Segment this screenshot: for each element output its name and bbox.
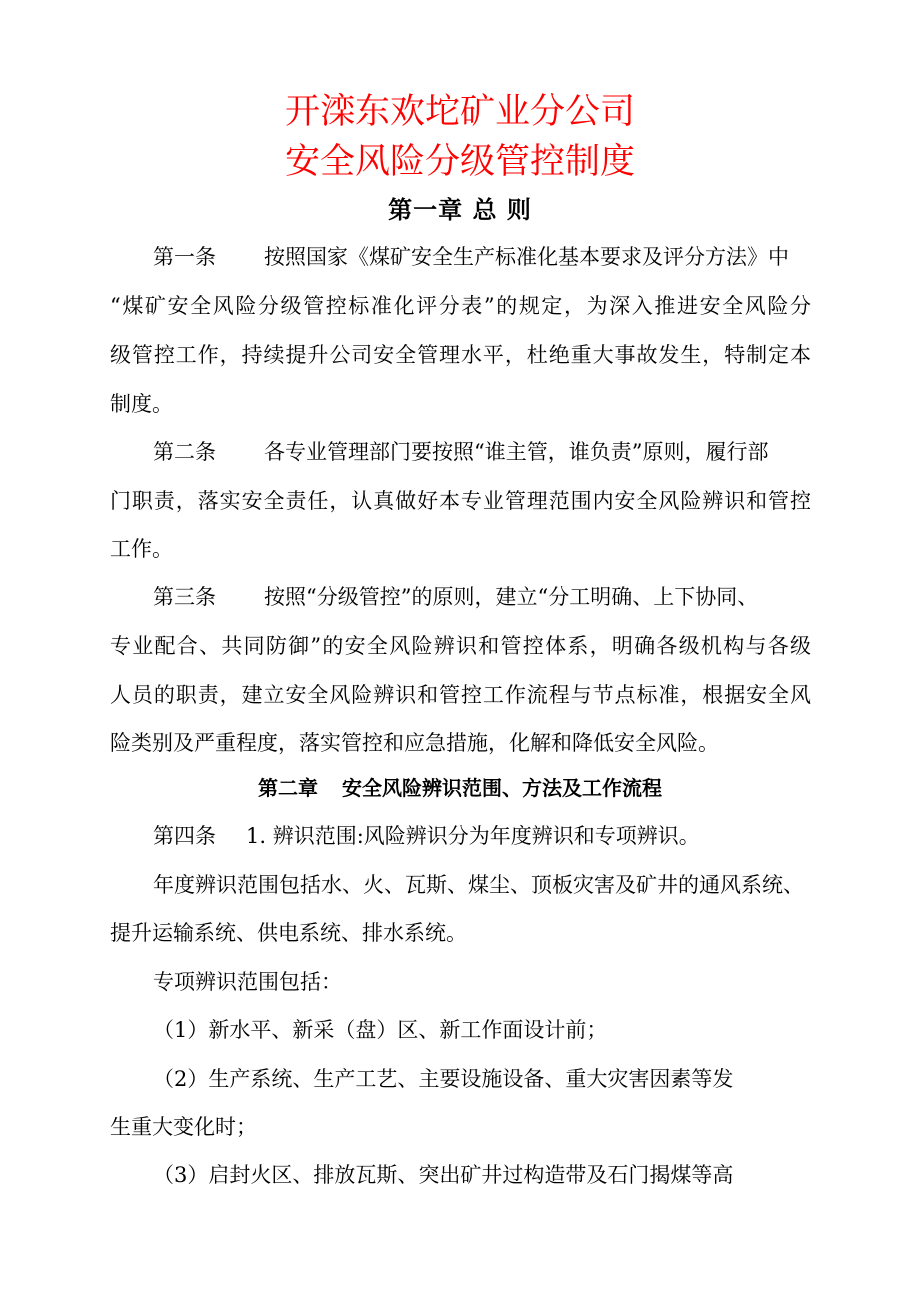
article-1-label: 第一条 <box>153 245 216 269</box>
article-3-line-4: 险类别及严重程度，落实管控和应急措施，化解和降低安全风险。 <box>110 731 719 755</box>
chapter-2-title: 安全风险辨识范围、方法及工作流程 <box>342 776 662 800</box>
special-scope-item-2-line-1: （2）生产系统、生产工艺、主要设施设备、重大灾害因素等发 <box>153 1067 734 1091</box>
article-2-line-2: 门职责，落实安全责任，认真做好本专业管理范围内安全风险辨识和管控 <box>110 489 811 513</box>
article-2-line-1 <box>153 438 768 466</box>
special-scope-item-2-line-2: 生重大变化时； <box>110 1115 257 1139</box>
article-4-label: 第四条 <box>153 824 216 848</box>
article-2-label: 第二条 <box>153 440 216 464</box>
article-1-text-1: 按照国家《煤矿安全生产标准化基本要求及评分方法》中 <box>264 245 789 269</box>
article-4-line-1 <box>153 822 700 850</box>
chapter-2-label: 第二章 <box>258 776 318 800</box>
article-1-line-2: “煤矿安全风险分级管控标准化评分表”的规定，为深入推进安全风险分 <box>110 294 811 318</box>
article-2-line-3: 工作。 <box>110 537 173 561</box>
chapter-1-heading: 第一章 总 则 <box>388 196 532 224</box>
special-scope-item-3-line-1: （3）启封火区、排放瓦斯、突出矿井过构造带及石门揭煤等高 <box>153 1163 734 1187</box>
article-3-text-1: 按照“分级管控”的原则，建立“分工明确、上下协同、 <box>264 585 759 609</box>
article-3-line-3: 人员的职责，建立安全风险辨识和管控工作流程与节点标准，根据安全风 <box>110 683 811 707</box>
article-1-line-1 <box>153 243 789 271</box>
chapter-2-heading <box>0 774 920 802</box>
special-scope-intro: 专项辨识范围包括： <box>153 970 342 994</box>
special-scope-item-1: （1）新水平、新采（盘）区、新工作面设计前； <box>153 1018 608 1042</box>
article-3-line-2: 专业配合、共同防御”的安全风险辨识和管控体系，明确各级机构与各级 <box>110 634 811 658</box>
article-3-line-1 <box>153 583 758 611</box>
article-1-line-3: 级管控工作，持续提升公司安全管理水平，杜绝重大事故发生，特制定本 <box>110 343 811 367</box>
annual-scope-line-2: 提升运输系统、供电系统、排水系统。 <box>110 921 467 945</box>
article-4-text-1: 1. 辨识范围:风险辨识分为年度辨识和专项辨识。 <box>246 824 700 848</box>
annual-scope-line-1: 年度辨识范围包括水、火、瓦斯、煤尘、顶板灾害及矿井的通风系统、 <box>153 873 804 897</box>
document-title-system: 安全风险分级管控制度 <box>284 142 635 182</box>
article-1-line-4: 制度。 <box>110 392 173 416</box>
article-2-text-1: 各专业管理部门要按照“谁主管，谁负责”原则，履行部 <box>264 440 769 464</box>
article-3-label: 第三条 <box>153 585 216 609</box>
document-title-company: 开滦东欢坨矿业分公司 <box>284 92 635 132</box>
